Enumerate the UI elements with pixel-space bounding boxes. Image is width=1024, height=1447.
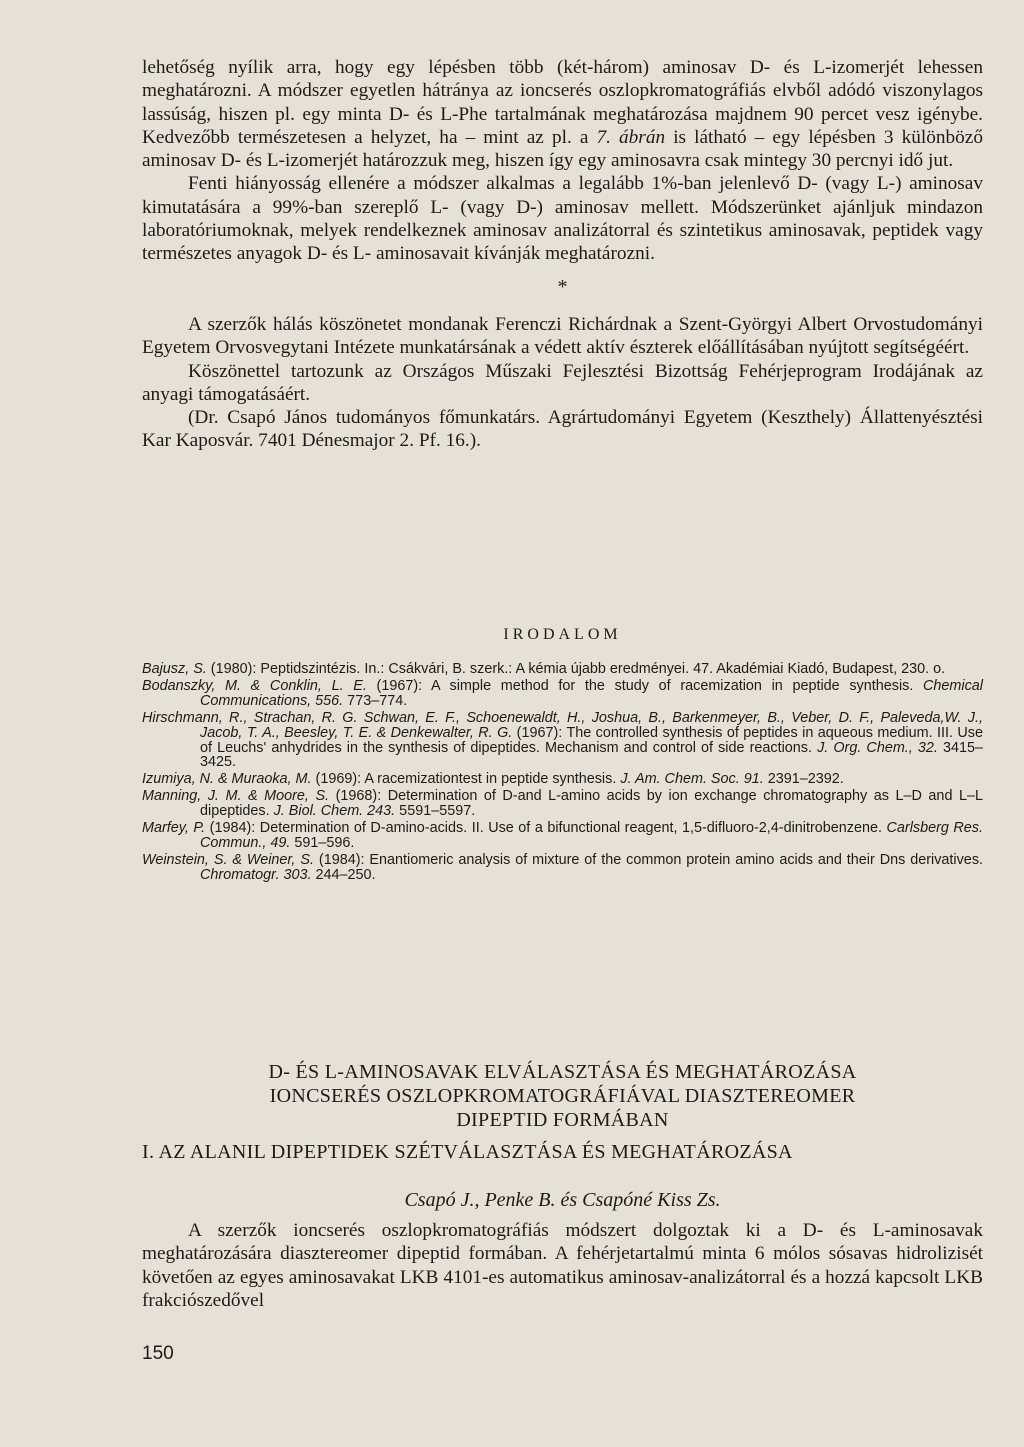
reference-text: (1967): A simple method for the study of racemization in peptide synthesis. — [366, 677, 924, 694]
reference-item — [142, 789, 983, 819]
reference-pages: 244–250. — [311, 866, 376, 883]
reference-pages: 5591–5597. — [395, 803, 476, 820]
title-line: D- ÉS L-AMINOSAVAK ELVÁLASZTÁSA ÉS MEGHATÁROZÁSA — [268, 1061, 857, 1083]
article-abstract — [142, 1219, 983, 1312]
reference-text: (1984): Determination of D-amino-acids. II. Use of a bifunctional reagent, 1,5-difluoro-2,4-dinitrobenzene. — [205, 820, 887, 837]
reference-item — [142, 821, 983, 851]
paragraph-text: is látható – egy lépésben 3 különböző aminosav D- és L-izomerjét határozzuk meg, hiszen így egy aminosavra csak mintegy 30 percnyi idő jut. — [142, 126, 983, 172]
reference-authors: Marfey, P. — [142, 820, 206, 837]
reference-pages: 591–596. — [290, 834, 355, 851]
reference-pages: 773–774. — [343, 692, 408, 709]
reference-list — [142, 662, 983, 885]
title-line: IONCSERÉS OSZLOPKROMATOGRÁFIÁVAL DIASZTEREOMER — [269, 1085, 856, 1107]
reference-text: (1969): A racemizationtest in peptide synthesis. — [311, 771, 621, 788]
title-line: DIPEPTID FORMÁBAN — [456, 1109, 669, 1131]
reference-authors: Izumiya, N. & Muraoka, M. — [142, 771, 312, 788]
reference-authors: Weinstein, S. & Weiner, S. — [142, 851, 314, 868]
paragraph-continuation — [142, 56, 983, 172]
reference-journal: Chromatogr. 303. — [200, 866, 312, 883]
section-separator: * — [557, 275, 568, 298]
author-address: (Dr. Csapó János tudományos főmunkatárs. Agrártudományi Egyetem (Keszthely) Állattenyésztési Kar Kaposvár. 7401 Dénesmajor 2. Pf. 16.). — [142, 407, 983, 452]
body-text — [142, 56, 983, 453]
reference-pages: 2391–2392. — [763, 771, 844, 788]
reference-text: (1984): Enantiomeric analysis of mixture of the common protein amino acids and their Dns derivatives. — [313, 851, 984, 868]
reference-item — [142, 853, 983, 883]
reference-journal: J. Org. Chem., 32. — [817, 739, 938, 756]
reference-journal: Chemical Communications, 556. — [200, 677, 983, 709]
article-authors: Csapó J., Penke B. és Csapóné Kiss Zs. — [404, 1189, 721, 1211]
article-subtitle: I. AZ ALANIL DIPEPTIDEK SZÉTVÁLASZTÁSA ÉS MEGHATÁROZÁSA — [142, 1141, 793, 1163]
acknowledgement-2: Köszönettel tartozunk az Országos Műszaki Fejlesztési Bizottság Fehérjeprogram Irodájának az anyagi támogatásáért. — [142, 360, 983, 405]
reference-authors: Bajusz, S. — [142, 661, 207, 677]
article-title — [142, 1060, 983, 1132]
reference-pages: 3415–3425. — [200, 739, 984, 771]
reference-text: (1980): Peptidszintézis. In.: Csákvári, B. szerk.: A kémia újabb eredményei. 47. Akadémiai Kiadó, Budapest, 230. o. — [206, 661, 946, 677]
reference-journal: Carlsberg Res. Commun., 49. — [200, 820, 983, 851]
reference-authors: Hirschmann, R., Strachan, R. G. Schwan, E. F., Schoenewaldt, H., Joshua, B., Barkenmeyer, B., Veber, D. F., Paleveda,W. J., Jacob, T. A., Beesley, T. E. & Denkewalter, R. G. — [142, 709, 983, 741]
references-heading: IRODALOM — [503, 626, 622, 643]
acknowledgement-1: A szerzők hálás köszönetet mondanak Ferenczi Richárdnak a Szent-Györgyi Albert Orvostudományi Egyetem Orvosvegytani Intézete munkatársának a védett aktív észterek előállításában nyújtott segítségéért. — [142, 313, 983, 359]
abstract-text: A szerzők ioncserés oszlopkromatográfiás módszert dolgoztak ki a D- és L-aminosavak meghatározására diasztereomer dipeptid formában. A fehérjetartalmú minta 6 mólos sósavas hidrolizisét követően az egyes aminosavakat LKB 4101-es automatikus aminosav-analizátorral és a hozzá kapcsolt LKB frakciószedővel — [142, 1220, 983, 1311]
paragraph-text: lehetőség nyílik arra, hogy egy lépésben több (két-három) aminosav D- és L-izomerjét lehessen meghatározni. A módszer egyetlen hátránya az ioncserés oszlopkromatográfiás elvből adódó viszonylagos lassúság, hiszen pl. egy minta D- és L-Phe tartalmának meghatározása majdnem 90 percet vesz igénybe. Kedvezőbb természetesen a helyzet, ha – mint az pl. a — [142, 57, 983, 148]
reference-item — [142, 711, 983, 771]
reference-item — [142, 679, 983, 709]
reference-text: (1967): The controlled synthesis of peptides in aqueous medium. III. Use of Leuchs' anhydrides in the synthesis of dipeptides. Mechanism and control of side reactions. — [200, 724, 983, 756]
reference-journal: J. Am. Chem. Soc. 91. — [620, 771, 764, 788]
reference-authors: Bodanszky, M. & Conklin, L. E. — [142, 677, 367, 694]
reference-text: (1968): Determination of D-and L-amino acids by ion exchange chromatography as L–D and L–L dipeptides. — [200, 788, 983, 820]
paragraph-conclusion: Fenti hiányosság ellenére a módszer alkalmas a legalább 1%-ban jelenlevő D- (vagy L-) aminosav kimutatására a 99%-ban szereplő L- (vagy D-) aminosav mellett. Módszerünket ajánljuk mindazon laboratóriumoknak, melyek rendelkeznek aminosav analizátorral és szintetikus aminosavak, peptidek vagy természetes anyagok D- és L- aminosavait kívánják meghatározni. — [142, 173, 983, 265]
reference-authors: Manning, J. M. & Moore, S. — [142, 788, 330, 805]
reference-journal: J. Biol. Chem. 243. — [273, 803, 396, 820]
page-number: 150 — [142, 1343, 174, 1364]
reference-item — [142, 772, 983, 787]
reference-item — [142, 662, 983, 677]
figure-reference: 7. ábrán — [596, 126, 666, 148]
